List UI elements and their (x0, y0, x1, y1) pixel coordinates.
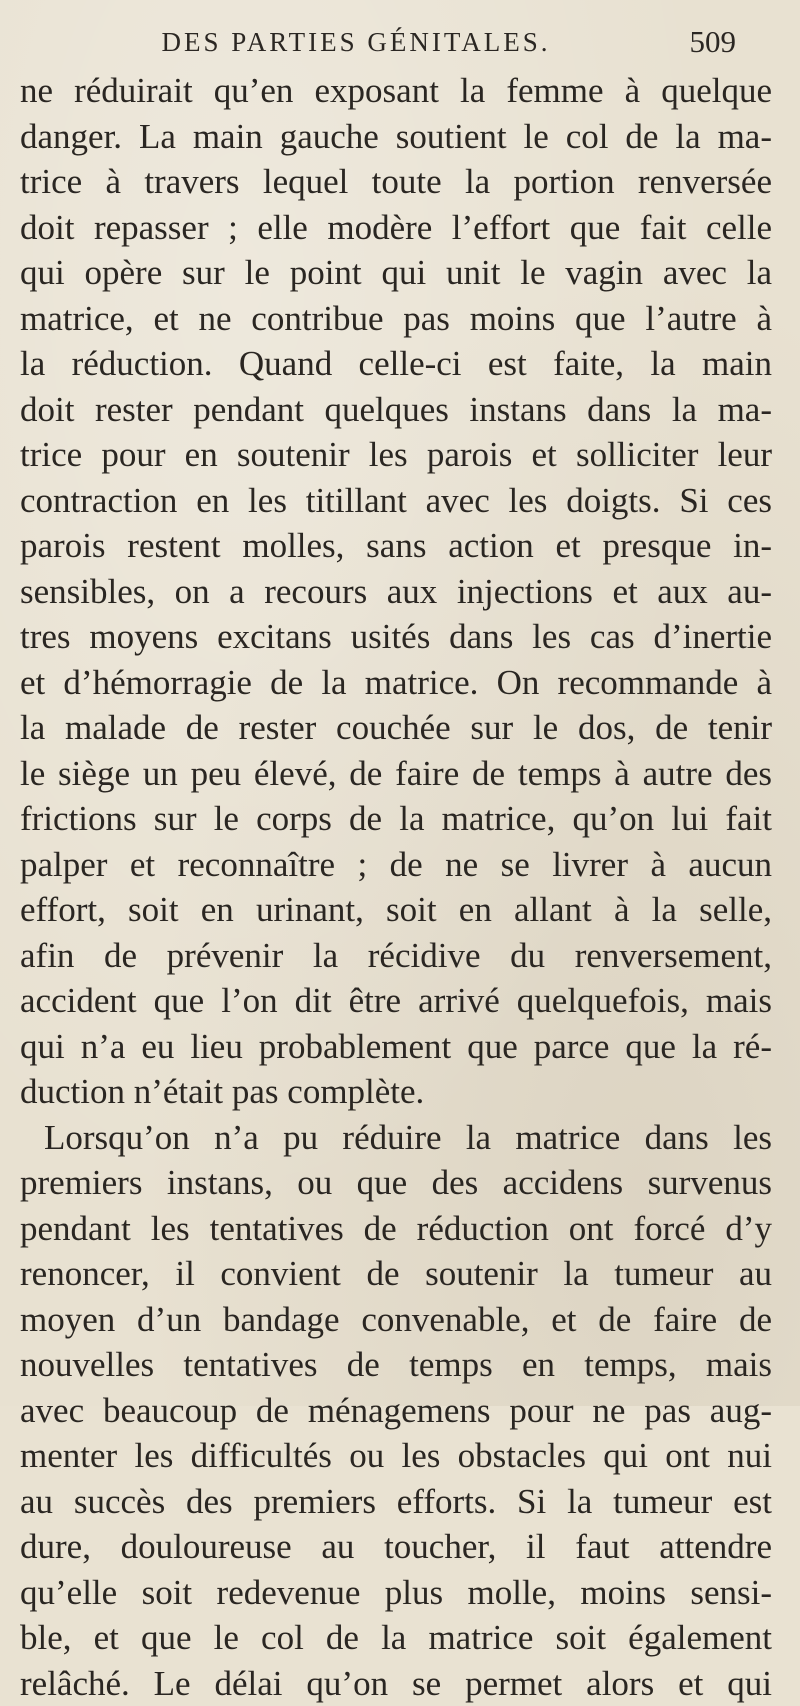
text-line: avec beaucoup de ménagemens pour ne pas aug- (20, 1388, 772, 1434)
text-line: qui n’a eu lieu probablement que parce que la ré- (20, 1024, 772, 1070)
text-line: contraction en les titillant avec les doigts. Si ces (20, 478, 772, 524)
text-line: qu’elle soit redevenue plus molle, moins sensi- (20, 1570, 772, 1616)
text-line: danger. La main gauche soutient le col de la ma- (20, 114, 772, 160)
text-line: effort, soit en urinant, soit en allant à la selle, (20, 887, 772, 933)
paragraph-end-line: duction n’était pas complète. (20, 1069, 772, 1115)
text-line: doit repasser ; elle modère l’effort que fait celle (20, 205, 772, 251)
text-line: la réduction. Quand celle-ci est faite, la main (20, 341, 772, 387)
text-line: sensibles, on a recours aux injections et aux au- (20, 569, 772, 615)
text-line: dure, douloureuse au toucher, il faut attendre (20, 1524, 772, 1570)
text-line: relâché. Le délai qu’on se permet alors et qui (20, 1661, 772, 1706)
text-line: parois restent molles, sans action et presque in- (20, 523, 772, 569)
text-line: premiers instans, ou que des accidens survenus (20, 1160, 772, 1206)
text-line: la malade de rester couchée sur le dos, de tenir (20, 705, 772, 751)
text-line: renoncer, il convient de soutenir la tumeur au (20, 1251, 772, 1297)
text-line: au succès des premiers efforts. Si la tumeur est (20, 1479, 772, 1525)
page-header (96, 18, 736, 66)
page-number: 509 (690, 18, 737, 66)
text-line: nouvelles tentatives de temps en temps, mais (20, 1342, 772, 1388)
text-line: et d’hémorragie de la matrice. On recommande à (20, 660, 772, 706)
text-line: accident que l’on dit être arrivé quelquefois, mais (20, 978, 772, 1024)
text-line: pendant les tentatives de réduction ont forcé d’y (20, 1206, 772, 1252)
text-line: frictions sur le corps de la matrice, qu’on lui fait (20, 796, 772, 842)
text-line: ble, et que le col de la matrice soit également (20, 1615, 772, 1661)
text-line: le siège un peu élevé, de faire de temps à autre des (20, 751, 772, 797)
text-line: trice à travers lequel toute la portion renversée (20, 159, 772, 205)
text-line: moyen d’un bandage convenable, et de faire de (20, 1297, 772, 1343)
text-line: qui opère sur le point qui unit le vagin avec la (20, 250, 772, 296)
paragraph-start-line: Lorsqu’on n’a pu réduire la matrice dans les (20, 1115, 772, 1161)
text-line: doit rester pendant quelques instans dans la ma- (20, 387, 772, 433)
text-line: menter les difficultés ou les obstacles qui ont nui (20, 1433, 772, 1479)
text-line: matrice, et ne contribue pas moins que l’autre à (20, 296, 772, 342)
running-title: DES PARTIES GÉNITALES. (96, 18, 616, 66)
text-line: ne réduirait qu’en exposant la femme à quelque (20, 68, 772, 114)
text-line: trice pour en soutenir les parois et solliciter leur (20, 432, 772, 478)
text-line: palper et reconnaître ; de ne se livrer à aucun (20, 842, 772, 888)
text-line: tres moyens excitans usités dans les cas d’inertie (20, 614, 772, 660)
body-text (20, 68, 772, 1706)
text-line: afin de prévenir la récidive du renversement, (20, 933, 772, 979)
